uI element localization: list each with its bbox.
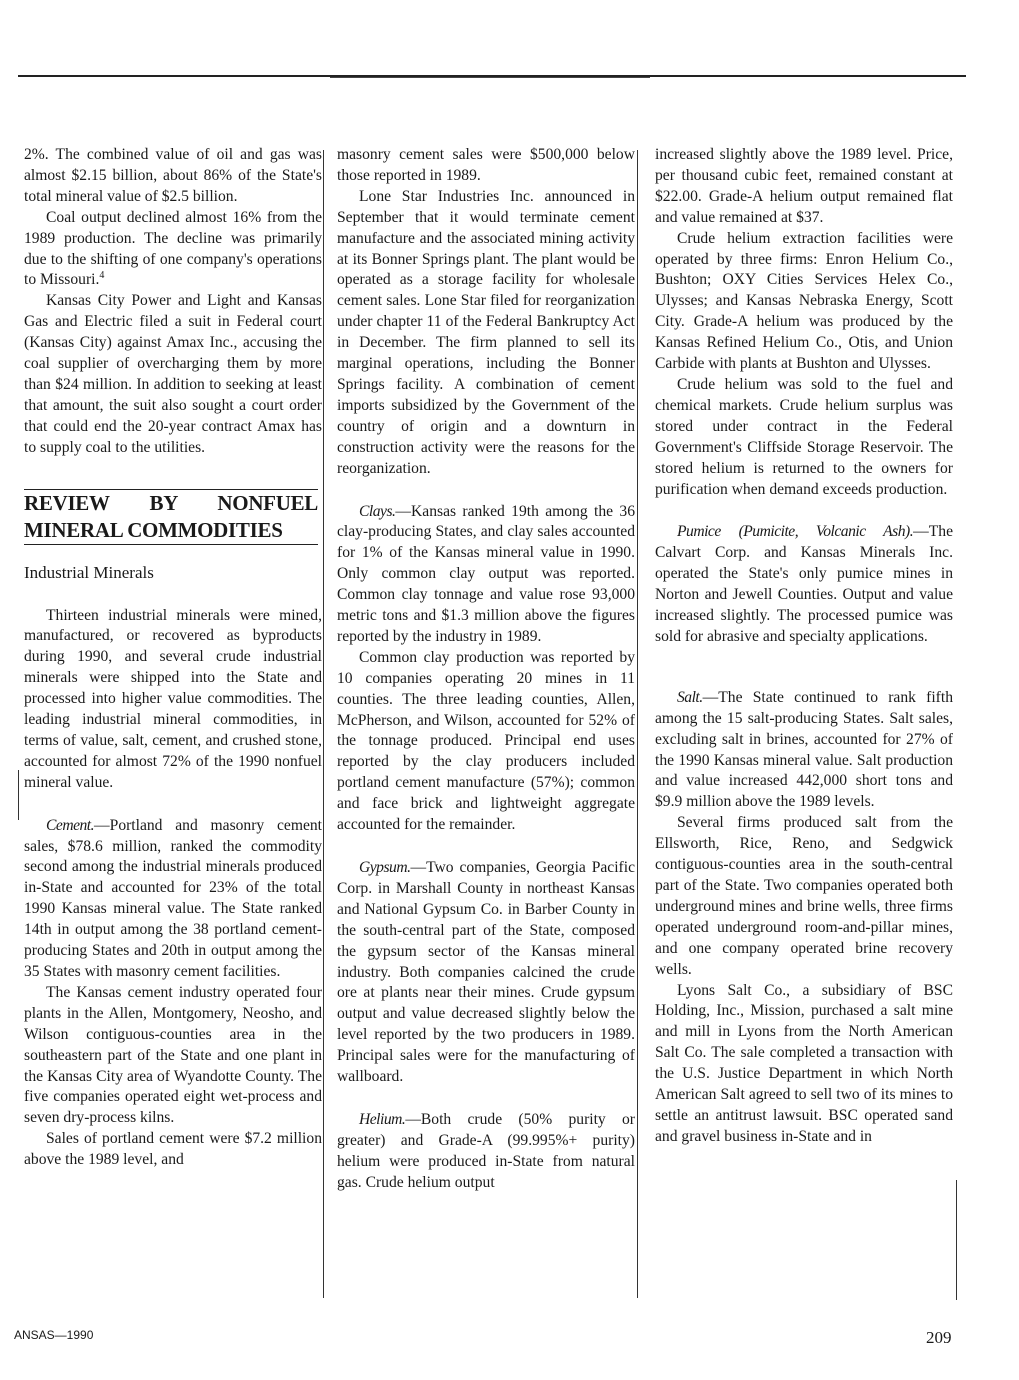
paragraph-clays: [337, 502, 635, 648]
column-3: [655, 145, 953, 1148]
margin-mark: [18, 770, 19, 820]
paragraph-text: —Portland and masonry cement sales, $78.6 million, ranked the commodity second among the industrial minerals produced in-State and accounted for 23% of the total 1990 Kansas mineral value. The State ranked 14th in output among the 38 portland cement-producing States and 20th in output among the 35 States with masonry cement facilities.: [24, 816, 322, 980]
column-divider-3: [956, 1180, 957, 1300]
runin-heading-clays: Clays.: [359, 502, 396, 520]
paragraph-salt-firms: Several firms produced salt from the Ellsworth, Rice, Reno, and Sedgwick contiguous-counties area in the south-central part of the State. Two companies operated both underground mines and brine wells, three firms operated underground room-and-pillar mines, and one company operated brine recovery wells.: [655, 814, 953, 978]
paragraph: 2%. The combined value of oil and gas was almost $2.15 billion, about 86% of the State's total mineral value of $2.5 billion.: [24, 146, 322, 205]
runin-heading-salt: Salt.: [677, 688, 703, 706]
column-divider-1: [323, 150, 324, 1298]
spacer: [24, 794, 322, 816]
paragraph: increased slightly above the 1989 level. Price, per thousand cubic feet, remained constant at $22.00. Grade-A helium output remained flat and value remained at $37.: [655, 146, 953, 226]
column-1: [24, 145, 322, 1171]
paragraph-helium-firms: Crude helium extraction facilities were operated by three firms: Enron Helium Co., Bushton; OXY Cities Services Helex Co., Ulysses; and Kansas Nebraska Energy, Scott City. Grade-A helium was produced by the Kansas Refined Helium Co., Otis, and Union Carbide with plants at Bushton and Ulysses.: [655, 229, 953, 373]
runin-heading-gypsum: Gypsum.: [359, 859, 411, 876]
paragraph-helium: [337, 1110, 635, 1194]
paragraph-cement: [24, 816, 322, 983]
paragraph-text: —The Calvart Corp. and Kansas Minerals Inc. operated the State's only pumice mines in Norton and Jewell Counties. Output and value increased slightly. The processed pumice was sold for abrasive and specialty applications.: [655, 523, 953, 645]
paragraph-lawsuit: Kansas City Power and Light and Kansas Gas and Electric filed a suit in Federal court (Kansas City) against Amax Inc., accusing the coal supplier of overcharging them by more than $24 million. In addition to seeking at least that amount, the suit also sought a court order that could end the 20-year contract Amax has to supply coal to the utilities.: [24, 292, 322, 456]
column-2: [337, 145, 635, 1194]
running-head: ANSAS—1990: [14, 1328, 94, 1342]
spacer: [337, 836, 635, 858]
page-number: 209: [926, 1328, 952, 1347]
paragraph-gypsum: [337, 858, 635, 1088]
subheading: Industrial Minerals: [24, 562, 154, 582]
paragraph: masonry cement sales were $500,000 below those reported in 1989.: [337, 146, 635, 184]
top-rule-shadow: [330, 77, 650, 78]
paragraph-lyons-salt: Lyons Salt Co., a subsidiary of BSC Holding, Inc., Mission, purchased a salt mine and mill in Lyons from the North American Salt Co. The sale completed a transaction with the U.S. Justice Department in which North American Salt agreed to sell two of its mines to settle an antitrust lawsuit. BSC operated sand and gravel business in-State and in: [655, 981, 953, 1145]
spacer: [655, 500, 953, 522]
paragraph-industrial: Thirteen industrial minerals were mined, manufactured, or recovered as byproducts during 1990, and several crude industrial minerals were shipped into the State and processed into higher value commodities. The leading industrial mineral commodities, in terms of value, salt, cement, and crushed stone, accounted for almost 72% of the 1990 nonfuel mineral value.: [24, 606, 322, 791]
runin-heading-cement: Cement.: [46, 816, 95, 834]
paragraph-lone-star: Lone Star Industries Inc. announced in September that it would terminate cement manufacture and the associated mining activity at its Bonner Springs plant. The plant would be operated as a storage facility for wholesale cement sales. Lone Star filed for reorganization under chapter 11 of the Federal Bankruptcy Act in December. The firm planned to sell its marginal operations, including the Bonner Springs facility. A combination of cement imports subsidized by the Government of the country of origin and a downturn in construction activity were the reasons for the reorganization.: [337, 187, 635, 477]
section-heading: REVIEW BY NONFUEL MINERAL COMMODITIES: [24, 489, 318, 545]
paragraph-helium-markets: Crude helium was sold to the fuel and chemical markets. Crude helium surplus was stored under contract in the Federal Government's Cliffside Storage Reservoir. The stored helium is returned to the owners for purification when demand exceeds production.: [655, 375, 953, 498]
paragraph-salt: [655, 688, 953, 813]
spacer: [655, 648, 953, 688]
paragraph-text: —Both crude (50% purity or greater) and Grade-A (99.995%+ purity) helium were produced in-State from natural gas. Crude helium output: [337, 1110, 635, 1191]
paragraph-pumice: [655, 522, 953, 647]
paragraph-text: Coal output declined almost 16% from the 1989 production. The decline was primarily due to the shifting of one company's operations to Missouri.: [24, 208, 322, 289]
paragraph-text: —The State continued to rank fifth among the 15 salt-producing States. Salt sales, excluding salt in brines, accounted for 27% of the 1990 Kansas mineral value. Salt production and value increased 442,000 short tons and $9.9 million above the 1989 levels.: [655, 688, 953, 811]
column-divider-2: [637, 150, 638, 1298]
paragraph-cement-plants: The Kansas cement industry operated four plants in the Allen, Montgomery, Neosho, and Wilson contiguous-counties area in the southeastern part of the State and one plant in the Kansas City area of Wyandotte County. The five companies operated eight wet-process and seven dry-process kilns.: [24, 983, 322, 1127]
footnote-marker: 4: [99, 270, 105, 282]
paragraph-text: —Two companies, Georgia Pacific Corp. in Marshall County in northeast Kansas and National Gypsum Co. in Barber County in the south-central part of the State, composed the gypsum sector of the Kansas mineral industry. Both companies calcined the crude ore at plants near their mines. Crude gypsum output and value decreased slightly below the level reported by the two producers in 1989. Principal sales were for the manufacturing of wallboard.: [337, 859, 635, 1086]
spacer: [337, 1088, 635, 1110]
paragraph-text: —Kansas ranked 19th among the 36 clay-producing States, and clay sales accounted for 1% of the Kansas mineral value in 1990. Only common clay output was reported. Common clay tonnage and value rose 93,000 metric tons and $1.3 million above the figures reported by the industry in 1989.: [337, 502, 635, 645]
spacer: [337, 480, 635, 502]
runin-heading-helium: Helium.: [359, 1110, 406, 1128]
paragraph-cement-sales: Sales of portland cement were $7.2 million above the 1989 level, and: [24, 1130, 322, 1169]
runin-heading-pumice: Pumice (Pumicite, Volcanic Ash).: [677, 523, 914, 541]
paragraph-clays-production: Common clay production was reported by 10 companies operating 20 mines in 11 counties. The three leading counties, Allen, McPherson, and Wilson, accounted for 52% of the tonnage produced. Principal end uses reported by the clay producers included portland cement manufacture (57%); common and face brick and lightweight aggregate accounted for the remainder.: [337, 648, 635, 834]
paragraph-coal: [24, 208, 322, 292]
